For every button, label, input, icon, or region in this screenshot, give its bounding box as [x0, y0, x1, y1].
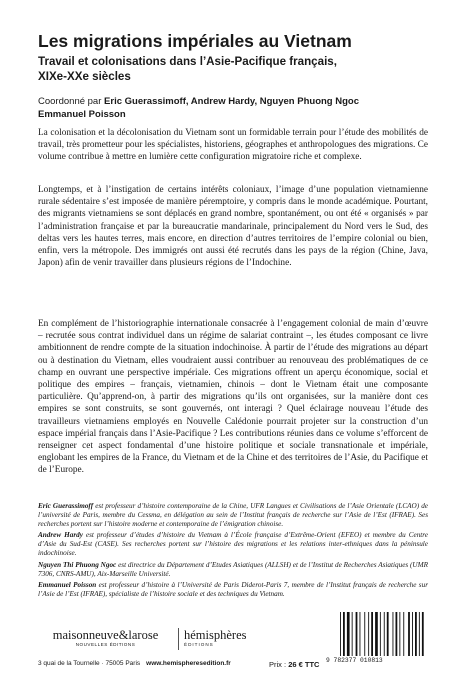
address-text: 3 quai de la Tournelle · 75005 Paris: [38, 660, 141, 667]
barcode-bar: [360, 612, 361, 656]
bio-text: est professeur d’études d’histoire du Vietnam à l’École française d’Extrême-Orient (EFEO) et membre du Centre d’Asie du Sud-Est (CASE). Ses recherches portent sur l’histoire des migrations et les relations inter-ethniques dans la péninsule indochinoise.: [38, 531, 428, 558]
publisher-left-name: maisonneuve&larose: [52, 628, 159, 642]
bio-guerassimoff: [38, 502, 428, 529]
subtitle-line-1: Travail et colonisations dans l’Asie-Pacifique français,: [38, 55, 337, 68]
book-title: Les migrations impériales au Vietnam: [38, 31, 352, 51]
barcode-bar: [399, 612, 400, 656]
barcode-bar: [403, 612, 404, 656]
barcode-bar: [387, 612, 389, 656]
bio-nguyen: [38, 561, 428, 579]
publisher-address: [38, 660, 231, 668]
barcode-bar: [356, 612, 358, 656]
barcode-bar: [422, 612, 424, 656]
publisher-right-name: hémisphères: [184, 628, 247, 642]
barcode-bar: [384, 612, 385, 656]
bio-poisson: [38, 581, 428, 599]
barcode-bar: [396, 612, 398, 656]
price-line: [269, 660, 319, 669]
editors-line-2: [38, 109, 438, 122]
bio-name: Eric Guerassimoff: [38, 502, 94, 510]
barcode-bar: [415, 612, 417, 656]
barcode-bar: [343, 612, 345, 656]
editors-line-1: [38, 96, 438, 109]
editors-names-2: Emmanuel Poisson: [38, 108, 126, 120]
bio-text: est professeur d’histoire à l’Université de Paris Diderot-Paris 7, membre de l’Institut français de recherche sur l’Asie de l’Est (IFRAE), spécialiste de l’histoire sociale et des techniques du Vietnam.: [38, 580, 428, 598]
author-bios: [38, 502, 428, 601]
editors-credit: [38, 96, 438, 121]
bio-hardy: [38, 531, 428, 558]
price-label: Prix :: [269, 660, 287, 669]
barcode-bar: [375, 612, 378, 656]
editors-names-1: Eric Guerassimoff, Andrew Hardy, Nguyen Phuong Ngoc: [104, 96, 359, 107]
isbn-number: 9 782377 010813: [326, 657, 383, 664]
bio-name: Emmanuel Poisson: [38, 580, 97, 589]
barcode-bar: [408, 612, 410, 656]
blurb-paragraph-2: Longtemps, et à l’instigation de certains intérêts coloniaux, l’image d’une population vietnamienne rurale sédentaire s’est imposée de manière péremptoire, y compris dans le monde académique. Pourtant, des migrants vietnamiens se sont déplacés en grand nombre, spontanément, ou ont été « organisés » par l’administration française et par la bureaucratie mandarinale, principalement du Nord vers le Sud, des deltas vers les hautes terres, mais encore, en direction d’autres territoires de l’empire colonial ou bien, enfin, vers la métropole. Des immigrés ont aussi été recrutés dans les pays de la région (Chine, Java, Japon) afin de venir travailler dans plusieurs régions de l’Indochine.: [38, 185, 428, 269]
barcode-bar: [347, 612, 350, 656]
hemispheres-logo: [184, 628, 284, 648]
publisher-logos: [38, 628, 298, 652]
website-link[interactable]: www.hemispheresedition.fr: [146, 660, 231, 667]
barcode-bar: [380, 612, 381, 656]
barcode-bar: [371, 612, 373, 656]
editors-prefix: Coordonné par: [38, 96, 102, 107]
blurb-paragraph-3: En complément de l’historiographie internationale consacrée à l’engagement colonial de main d’œuvre – recrutée sous contrat individuel dans un régime de salariat contraint –, les études composant ce livre ambitionnent de rendre compte de la situation indochinoise. À partir de l’étude des migrations au départ ou à destination du Vietnam, elles voudraient aussi contribuer au renouveau des problématiques de ce champ en ouvrant une perspective impériale. Ces migrations offrent un aperçu économique, social et politique des empires – français, vietnamien, chinois – dont le Vietnam était une composante particulière. Qu’apprend-on, à partir des migrations qu’ils ont organisées, sur la manière dont ces empires se sont construits, se sont gouvernés, ont interagi ? Quel éclairage nouveau l’étude des travailleurs vietnamiens employés en Nouvelle Calédonie pourrait projeter sur la construction d’un espace impérial français dans l’Asie-Pacifique ? Les contributions réunies dans ce volume s’efforcent de renseigner cet aspect fondamental d’une histoire politique et sociale transnationale et impériale, englobant les empires de la France, du Vietnam et de la Chine et des territoires de l’Asie, du Pacifique et de l’Europe.: [38, 319, 428, 476]
bio-name: Andrew Hardy: [38, 531, 83, 540]
barcode-bar: [364, 612, 365, 656]
publisher-left-sub: NOUVELLES ÉDITIONS: [75, 642, 136, 647]
maisonneuve-larose-logo: [38, 628, 173, 648]
barcode-bar: [340, 612, 341, 656]
barcode-bar: [393, 612, 394, 656]
barcode-bar: [368, 612, 369, 656]
barcode-bars: [340, 612, 424, 656]
barcode-bar: [419, 612, 420, 656]
barcode-bar: [412, 612, 413, 656]
barcode-bar: [352, 612, 353, 656]
logo-divider: [178, 628, 179, 650]
book-subtitle: [38, 55, 428, 84]
blurb-paragraph-1: La colonisation et la décolonisation du Vietnam sont un formidable terrain pour l’étude des mobilités de travail, très prometteur pour les spécialistes, historiens, géographes et anthropologues des migrations. Ce volume contribue à mettre en lumière cette configuration migratoire riche et complexe.: [38, 128, 428, 163]
price-value: 26 € TTC: [288, 660, 320, 669]
bio-text: est professeur d’histoire contemporaine de la Chine, UFR Langues et Civilisations de l’Asie Orientale (LCAO) de l’université de Paris, membre du Cessma, en délégation au sein de l’Institut français de recherche sur l’Asie de l’Est (IFRAE). Ses recherches portent sur l’histoire moderne et contemporaine de l’émigration chinoise.: [38, 502, 428, 529]
barcode-graphic: [338, 612, 426, 656]
subtitle-line-2: XIXe-XXe siècles: [38, 69, 131, 83]
bio-name: Nguyen Thi Phuong Ngoc: [38, 560, 117, 569]
bio-text: est directrice du Département d’Etudes Asiatiques (ALLSH) et de l’Institut de Recherches Asiatiques (UMR 7306, CNRS-AMU), Aix-Marseille Université.: [38, 560, 429, 578]
publisher-right-sub: ÉDITIONS: [184, 642, 214, 647]
